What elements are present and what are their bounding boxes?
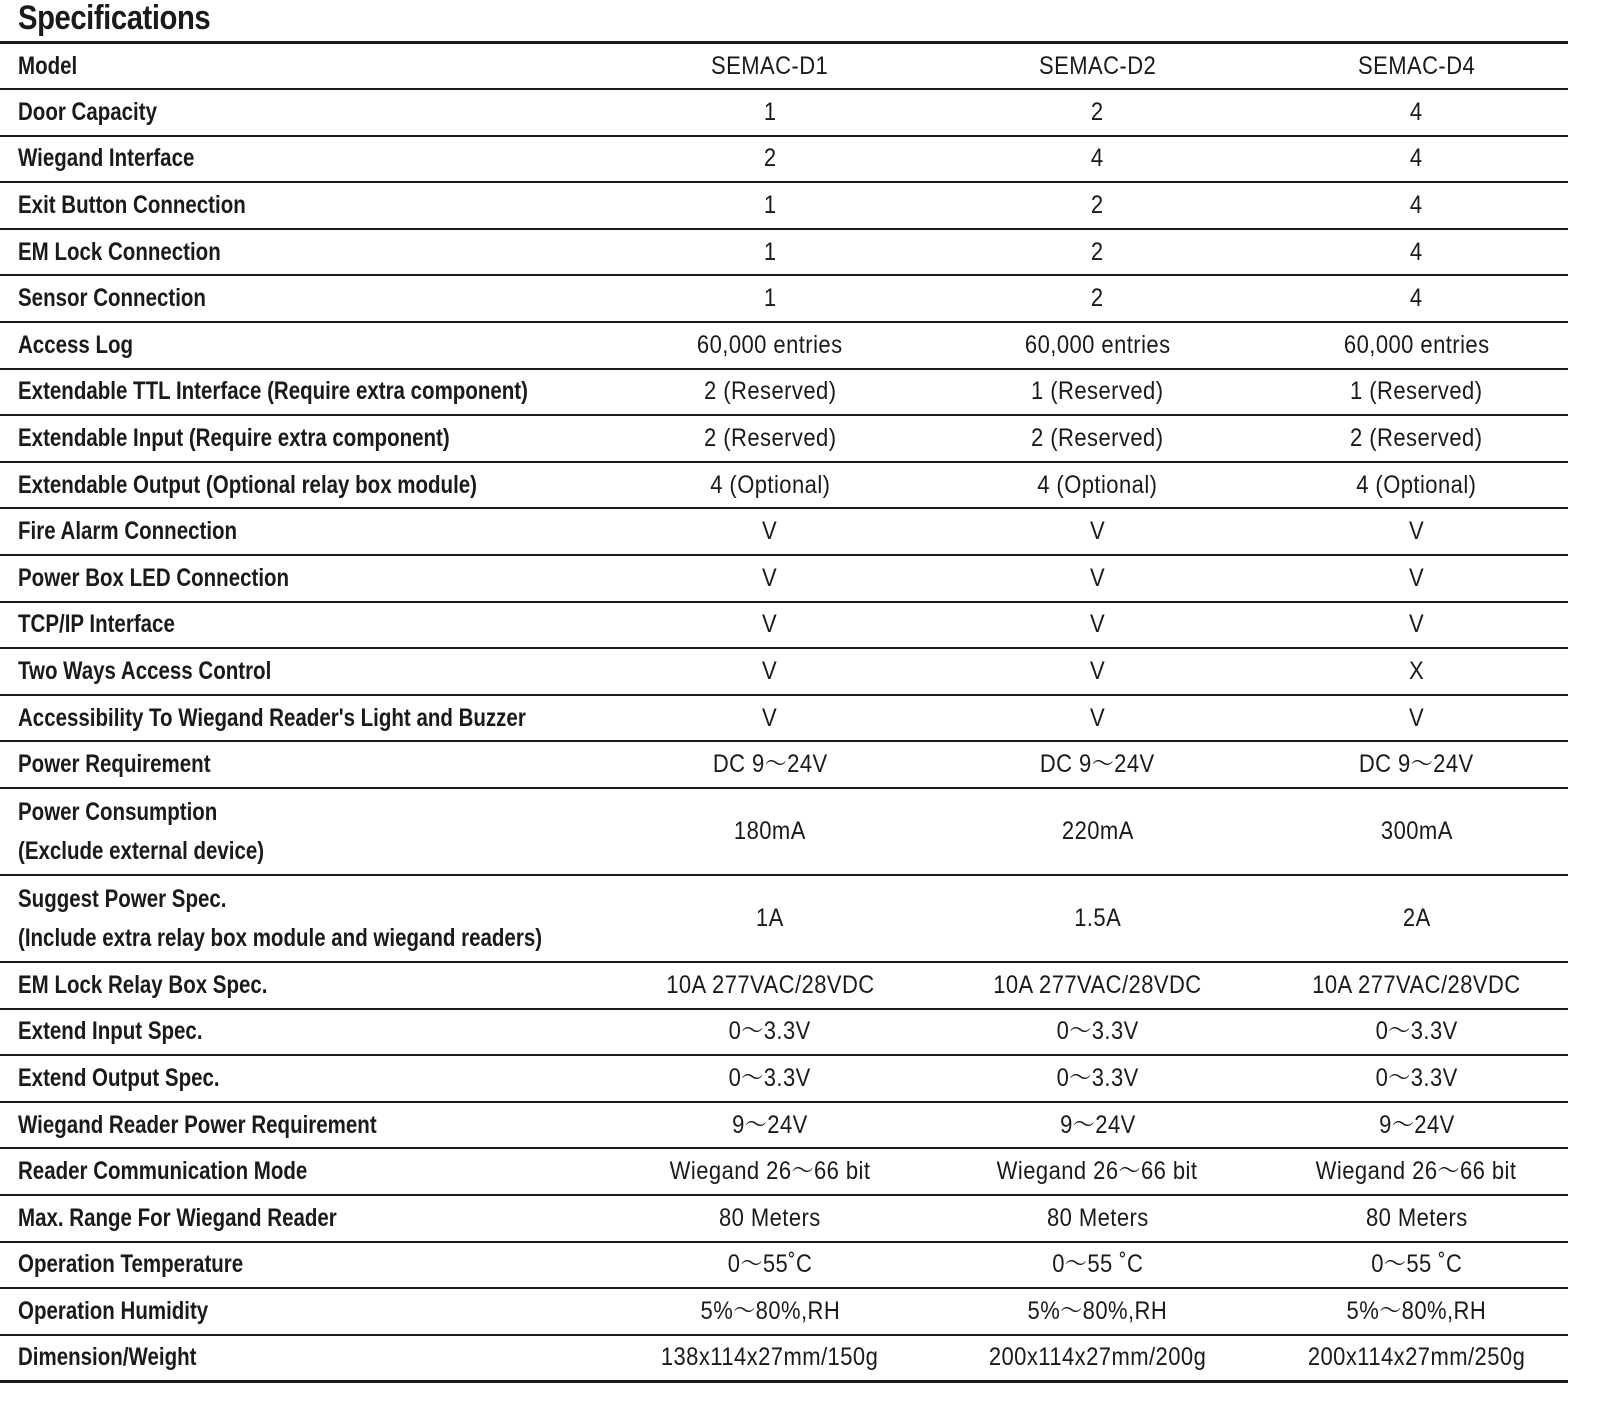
row-value-cell [610,369,930,416]
row-value-cell [1265,962,1568,1009]
row-value-cell [1265,1335,1568,1382]
table-row [0,1009,1568,1056]
row-label: Extendable TTL Interface (Require extra component) [18,377,528,406]
row-value-cell [1265,275,1568,322]
row-value: 4 [1410,191,1423,220]
row-value: 2 (Reserved) [1031,424,1164,453]
row-value: V [1089,517,1106,546]
row-value-cell [610,136,930,183]
row-value-cell [610,875,930,962]
row-value: 1 [763,191,777,220]
row-value: 4 (Optional) [709,470,831,499]
row-value-cell [1265,462,1568,509]
table-row [0,415,1568,462]
row-label: Access Log [18,330,134,359]
row-value: 4 [1410,97,1423,126]
row-value: V [1089,703,1106,732]
row-value-cell [930,462,1265,509]
row-label: Fire Alarm Connection [18,517,238,546]
row-value: V [1408,610,1425,639]
row-value: 80 Meters [1046,1203,1149,1232]
row-value: 9～24V [732,1110,808,1139]
row-value: 0～3.3V [728,1017,812,1046]
row-label-cell [0,229,610,276]
row-label-cell [0,1009,610,1056]
row-value-cell [610,462,930,509]
row-value-cell [1265,1102,1568,1149]
row-value: 2A [1402,904,1431,932]
row-value: DC 9～24V [1359,750,1474,779]
row-value: 0～3.3V [1056,1063,1139,1092]
row-value-cell [1265,1148,1568,1195]
row-label-cell [0,602,610,649]
row-value: 4 (Optional) [1356,470,1477,499]
row-value: 9～24V [1378,1110,1455,1139]
row-value-cell [1265,875,1568,962]
row-label: Suggest Power Spec. [18,884,227,913]
row-label: TCP/IP Interface [18,610,175,639]
row-value-cell [610,1009,930,1056]
row-value-cell [610,229,930,276]
row-value-cell [930,322,1265,369]
row-value-cell [610,555,930,602]
row-label: Extend Output Spec. [18,1063,220,1092]
row-value: 200x114x27mm/200g [988,1343,1207,1372]
row-value-cell [930,369,1265,416]
row-value-cell [930,136,1265,183]
row-label: Operation Temperature [18,1250,244,1279]
row-value: 60,000 entries [1343,330,1490,359]
row-value-cell [1265,1288,1568,1335]
header-label-cell: Model [0,43,610,90]
table-row [0,1195,1568,1242]
row-value-cell [930,1195,1265,1242]
row-value-cell [610,741,930,788]
row-value-cell [930,875,1265,962]
table-row [0,369,1568,416]
row-value: 4 [1410,144,1423,173]
row-value: 10A 277VAC/28VDC [1312,970,1521,999]
row-label: EM Lock Relay Box Spec. [18,970,268,999]
row-label-cell [0,508,610,555]
row-value: 0～55 ˚C [1370,1250,1463,1279]
row-value: 2 (Reserved) [703,377,837,406]
row-value-cell [610,182,930,229]
row-value-cell [1265,648,1568,695]
row-value: 1 (Reserved) [1031,377,1164,406]
row-label-cell [0,462,610,509]
row-value-cell [610,508,930,555]
row-value: 4 [1091,144,1104,173]
row-value: 1 [763,237,777,266]
row-value: Wiegand 26～66 bit [1316,1157,1517,1186]
row-label: Power Consumption [18,797,218,826]
table-row [0,136,1568,183]
row-label: Wiegand Reader Power Requirement [18,1110,377,1139]
row-value: 5%～80%,RH [700,1296,840,1325]
table-row [0,1288,1568,1335]
row-value-cell [610,1242,930,1289]
row-value: 2 [1091,237,1104,266]
row-value: 2 (Reserved) [1350,424,1483,453]
header-model-cell: SEMAC-D1 [610,43,930,90]
row-value-cell [1265,229,1568,276]
row-value: X [1408,657,1425,686]
row-value-cell [610,1335,930,1382]
row-value-cell [610,695,930,742]
row-label-cell [0,89,610,136]
row-value: 138x114x27mm/150g [661,1343,879,1372]
row-value: 2 [1091,191,1104,220]
row-value-cell [1265,788,1568,875]
row-value-cell [610,1288,930,1335]
page-title: Specifications [18,0,211,37]
row-label-cell [0,1335,610,1382]
row-value-cell [1265,89,1568,136]
row-label-cell [0,1055,610,1102]
table-row [0,229,1568,276]
row-value: 0～3.3V [728,1063,812,1092]
table-row [0,962,1568,1009]
row-label: EM Lock Connection [18,237,221,266]
table-row [0,1148,1568,1195]
row-value-cell [1265,1009,1568,1056]
row-label-cell [0,741,610,788]
row-value-cell [1265,415,1568,462]
row-value: 1A [756,904,784,932]
row-label-cell [0,875,610,962]
row-label-cell [0,415,610,462]
row-value: 4 (Optional) [1037,470,1158,499]
row-value: Wiegand 26～66 bit [669,1157,871,1186]
row-value: 10A 277VAC/28VDC [665,970,875,999]
row-value: 60,000 entries [697,330,843,359]
row-value: Wiegand 26～66 bit [997,1157,1198,1186]
row-value-cell [610,1148,930,1195]
row-value: V [1408,703,1425,732]
row-label: Wiegand Interface [18,144,195,173]
row-label: Dimension/Weight [18,1343,197,1372]
row-value-cell [930,1335,1265,1382]
row-value-cell [1265,602,1568,649]
row-value: V [762,563,778,592]
row-value-cell [1265,741,1568,788]
row-label-cell [0,788,610,875]
row-value-cell [930,275,1265,322]
row-value-cell [930,508,1265,555]
row-value-cell [930,89,1265,136]
table-row [0,695,1568,742]
row-label-cell [0,369,610,416]
row-label-cell [0,648,610,695]
row-value: 1 (Reserved) [1350,377,1483,406]
row-value: 0～55˚C [727,1250,813,1279]
row-label-cell [0,1195,610,1242]
row-value-cell [930,1102,1265,1149]
row-value: 1 [763,97,777,126]
row-value-cell [930,741,1265,788]
row-value-cell [930,602,1265,649]
row-value: V [762,703,778,732]
row-label: Extend Input Spec. [18,1017,203,1046]
row-label: Sensor Connection [18,284,206,313]
table-row [0,1102,1568,1149]
row-value: V [1408,563,1425,592]
row-label: Power Requirement [18,750,211,779]
row-value-cell [610,322,930,369]
row-value-cell [930,1242,1265,1289]
row-value-cell [930,182,1265,229]
row-label-cell [0,1148,610,1195]
row-value-cell [930,695,1265,742]
table-row [0,555,1568,602]
row-label-cell [0,136,610,183]
row-value: 200x114x27mm/250g [1307,1343,1526,1372]
row-value: V [1089,563,1106,592]
row-value-cell [930,788,1265,875]
row-value: DC 9～24V [712,750,828,779]
row-value: V [1089,610,1106,639]
row-value-cell [930,648,1265,695]
row-value: V [762,610,778,639]
row-value-cell [930,415,1265,462]
row-value-cell [610,1195,930,1242]
row-label-cell [0,322,610,369]
row-label: Door Capacity [18,97,157,126]
row-value: 0～3.3V [1375,1017,1458,1046]
row-value: 1.5A [1073,904,1122,932]
table-row [0,508,1568,555]
row-value: 60,000 entries [1024,330,1171,359]
row-value-cell [930,229,1265,276]
row-value-cell [610,275,930,322]
row-value: 2 [763,144,777,173]
row-value: 5%～80%,RH [1346,1296,1487,1325]
row-label: Extendable Input (Require extra component) [18,424,450,453]
row-value-cell [1265,1055,1568,1102]
table-row [0,1335,1568,1382]
table-row [0,602,1568,649]
row-label-cell [0,695,610,742]
row-value-cell [930,555,1265,602]
row-value-cell [1265,322,1568,369]
table-row [0,89,1568,136]
row-value: 2 (Reserved) [703,424,837,453]
row-value: 2 [1091,284,1104,313]
row-label-note: (Exclude external device) [18,836,265,865]
row-value: 0～55 ˚C [1051,1250,1144,1279]
table-row [0,788,1568,875]
row-value-cell [610,602,930,649]
table-row [0,275,1568,322]
table-row [0,741,1568,788]
row-label-cell [0,1102,610,1149]
row-label-cell [0,1242,610,1289]
row-label: Power Box LED Connection [18,563,290,592]
row-label-cell [0,182,610,229]
row-value-cell [930,1009,1265,1056]
row-label: Accessibility To Wiegand Reader's Light and Buzzer [18,703,526,732]
row-label-cell [0,555,610,602]
row-value: 1 [763,284,777,313]
row-label: Operation Humidity [18,1296,209,1325]
row-value: V [1408,517,1425,546]
header-model-cell: SEMAC-D4 [1265,43,1568,90]
table-row [0,1242,1568,1289]
table-row [0,648,1568,695]
row-value-cell [1265,508,1568,555]
row-value-cell [930,1288,1265,1335]
table-row [0,182,1568,229]
row-value-cell [610,648,930,695]
row-value: V [762,517,778,546]
row-value: 0～3.3V [1375,1063,1458,1092]
row-label-cell [0,275,610,322]
row-value-cell [1265,695,1568,742]
row-value-cell [610,89,930,136]
row-label-cell [0,962,610,1009]
row-value-cell [610,415,930,462]
row-value: 0～3.3V [1056,1017,1139,1046]
table-header-row [0,43,1568,90]
row-value-cell [1265,136,1568,183]
table-row [0,1055,1568,1102]
specifications-table [0,41,1568,1383]
row-value: 10A 277VAC/28VDC [993,970,1202,999]
row-value: 2 [1091,97,1104,126]
row-value: V [1089,657,1106,686]
row-value: 5%～80%,RH [1027,1296,1168,1325]
row-value-cell [930,1055,1265,1102]
table-row [0,462,1568,509]
row-label: Exit Button Connection [18,191,246,220]
row-value: 4 [1410,237,1423,266]
row-value-cell [930,1148,1265,1195]
row-value: 220mA [1061,817,1134,845]
table-row [0,875,1568,962]
header-model-cell: SEMAC-D2 [930,43,1265,90]
row-value: 80 Meters [1365,1203,1468,1232]
row-value-cell [1265,369,1568,416]
row-value-cell [1265,182,1568,229]
row-value-cell [610,1055,930,1102]
row-label: Max. Range For Wiegand Reader [18,1203,337,1232]
row-value: V [762,657,778,686]
row-label: Extendable Output (Optional relay box module) [18,470,478,499]
row-label-note: (Include extra relay box module and wiegand readers) [18,923,543,952]
row-label-cell [0,1288,610,1335]
row-value: 9～24V [1059,1110,1136,1139]
row-value: 180mA [734,817,806,845]
row-value: 300mA [1380,817,1453,845]
row-value-cell [1265,1242,1568,1289]
row-value-cell [1265,555,1568,602]
row-value: DC 9～24V [1040,750,1155,779]
row-value-cell [610,788,930,875]
row-label: Reader Communication Mode [18,1157,308,1186]
table-row [0,322,1568,369]
row-value-cell [930,962,1265,1009]
row-value-cell [1265,1195,1568,1242]
row-label: Two Ways Access Control [18,657,272,686]
row-value-cell [610,1102,930,1149]
row-value: 4 [1410,284,1423,313]
row-value-cell [610,962,930,1009]
row-value: 80 Meters [719,1203,821,1232]
